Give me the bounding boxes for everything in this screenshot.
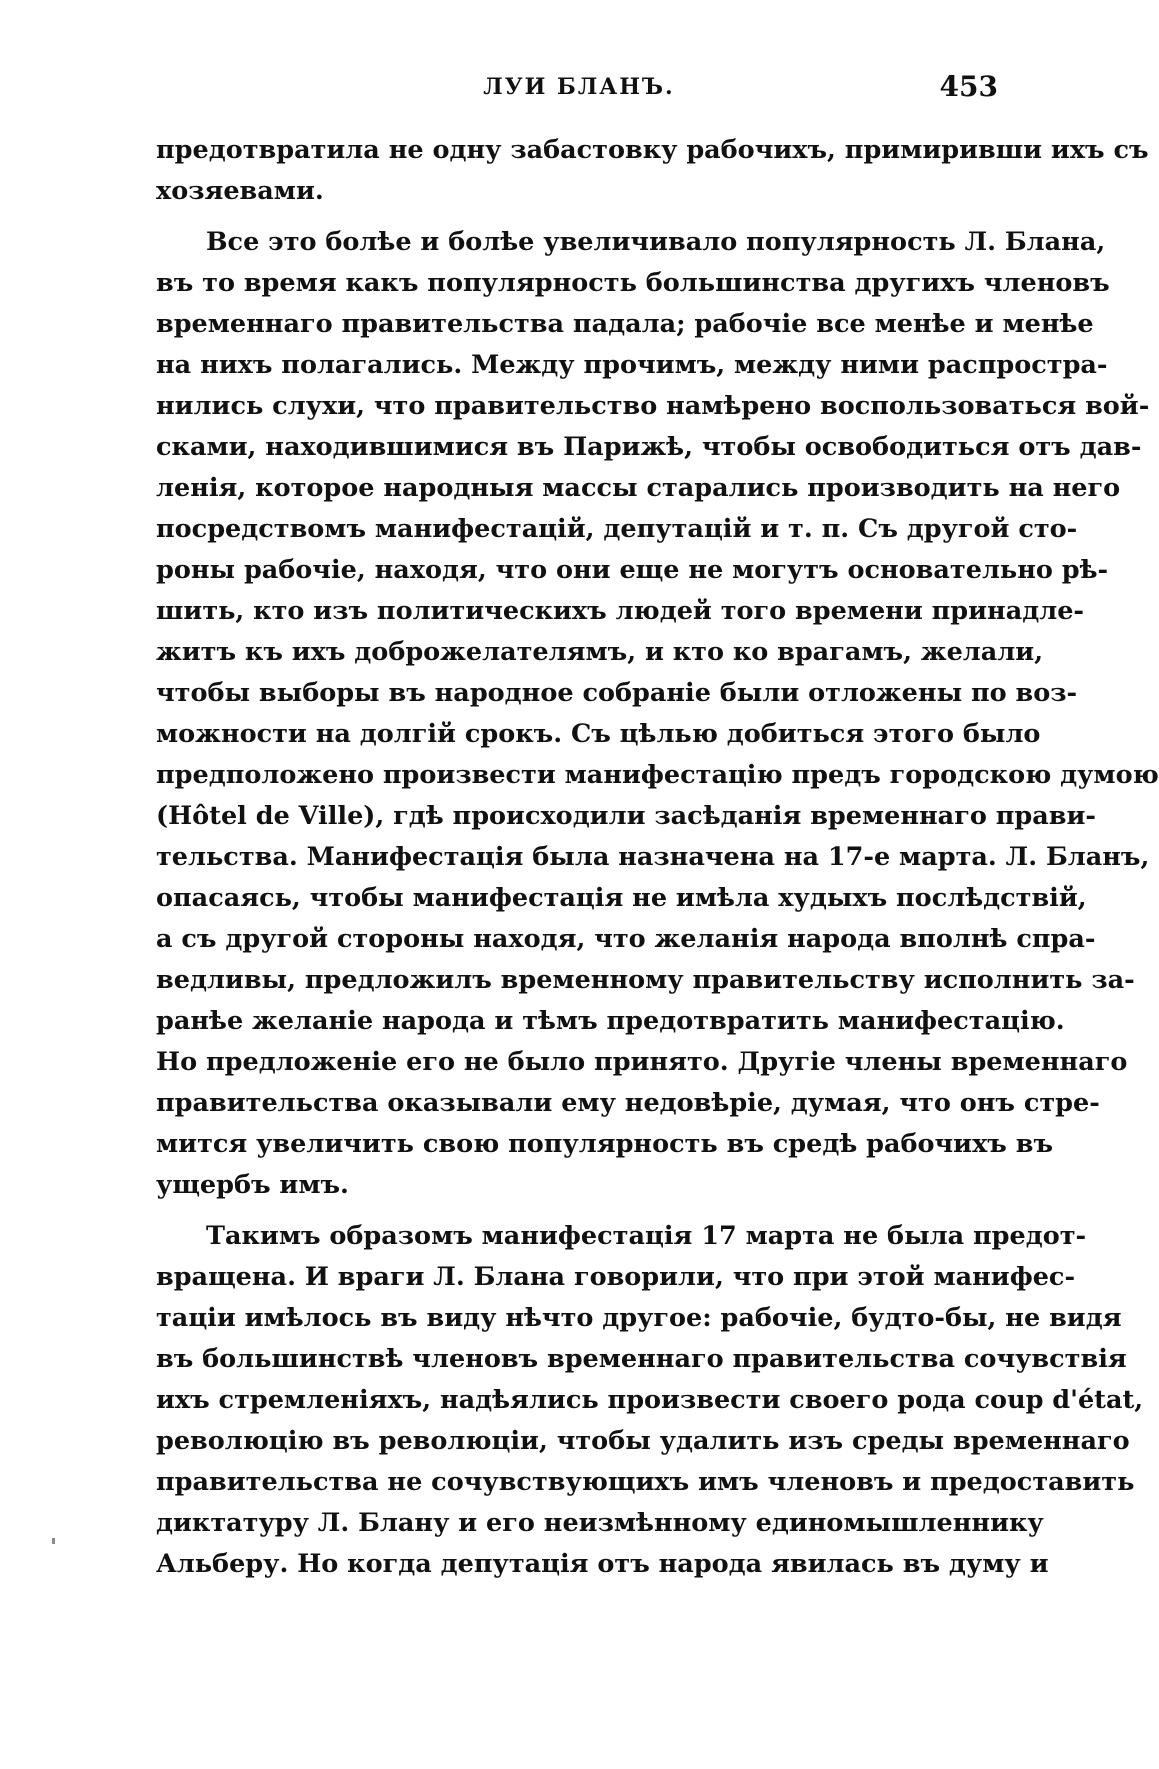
text-line: ущербъ имъ.: [156, 1170, 349, 1200]
text-line: чтобы выборы въ народное собраніе были отложены по воз-: [156, 678, 1078, 708]
text-line: а съ другой стороны находя, что желанія народа вполнѣ спра-: [156, 924, 1096, 954]
text-line: Все это болѣе и болѣе увеличивало популярность Л. Блана,: [206, 227, 1106, 257]
text-line: посредствомъ манифестацій, депутацій и т. п. Съ другой сто-: [156, 514, 1078, 544]
page-body: [156, 130, 1159, 1585]
text-line: нились слухи, что правительство намѣрено воспользоваться вой-: [156, 391, 1150, 421]
text-line: въ то время какъ популярность большинства другихъ членовъ: [156, 268, 1110, 298]
text-line: правительства оказывали ему недовѣріе, думая, что онъ стре-: [156, 1088, 1100, 1118]
text-line: ведливы, предложилъ временному правительству исполнить за-: [156, 965, 1135, 995]
text-line: Но предложеніе его не было принято. Другіе члены временнаго: [156, 1047, 1128, 1077]
text-line: шить, кто изъ политическихъ людей того времени принадле-: [156, 596, 1085, 626]
text-line: на нихъ полагались. Между прочимъ, между ними распростра-: [156, 350, 1108, 380]
text-line: можности на долгій срокъ. Съ цѣлью добиться этого было: [156, 719, 1041, 749]
text-line: диктатуру Л. Блану и его неизмѣнному единомышленнику: [156, 1508, 1044, 1538]
running-title: ЛУИ БЛАНЪ.: [483, 74, 675, 100]
text-line: Альберу. Но когда депутація отъ народа явилась въ думу и: [156, 1549, 1049, 1579]
text-line: ихъ стремленіяхъ, надѣялись произвести своего рода coup d'état,: [156, 1385, 1144, 1415]
text-line: въ большинствѣ членовъ временнаго правительства сочувствія: [156, 1344, 1127, 1374]
text-line: таціи имѣлось въ виду нѣчто другое: рабочіе, будто-бы, не видя: [156, 1303, 1122, 1333]
text-line: предотвратила не одну забастовку рабочихъ, примиривши ихъ съ: [156, 135, 1149, 165]
text-line: тельства. Манифестація была назначена на 17-е марта. Л. Бланъ,: [156, 842, 1150, 872]
running-header: [160, 70, 998, 118]
text-line: временнаго правительства падала; рабочіе все менѣе и менѣе: [156, 309, 1094, 339]
text-line: вращена. И враги Л. Блана говорили, что при этой манифес-: [156, 1262, 1076, 1292]
text-line: ранѣе желаніе народа и тѣмъ предотвратить манифестацію.: [156, 1006, 1065, 1036]
paragraph: [156, 222, 1159, 1206]
text-line: ленія, которое народныя массы старались производить на него: [156, 473, 1121, 503]
text-line: сками, находившимися въ Парижѣ, чтобы освободиться отъ дав-: [156, 432, 1142, 462]
text-line: житъ къ ихъ доброжелателямъ, и кто ко врагамъ, желали,: [156, 637, 1044, 667]
text-line: революцію въ революціи, чтобы удалить изъ среды временнаго: [156, 1426, 1130, 1456]
text-line: правительства не сочувствующихъ имъ членовъ и предоставить: [156, 1467, 1135, 1497]
paragraph: [156, 1216, 1144, 1585]
scan-speck: [52, 1538, 55, 1544]
text-line: (Hôtel de Ville), гдѣ происходили засѣданія временнаго прави-: [156, 801, 1096, 831]
page-number: 453: [939, 70, 998, 103]
text-line: опасаясь, чтобы манифестація не имѣла худыхъ послѣдствій,: [156, 883, 1087, 913]
paragraph: [156, 130, 1149, 212]
text-line: предположено произвести манифестацію предъ городскою думою: [156, 760, 1159, 790]
text-line: хозяевами.: [156, 176, 324, 206]
text-line: мится увеличить свою популярность въ средѣ рабочихъ въ: [156, 1129, 1054, 1159]
text-line: роны рабочіе, находя, что они еще не могутъ основательно рѣ-: [156, 555, 1109, 585]
text-line: Такимъ образомъ манифестація 17 марта не была предот-: [206, 1221, 1087, 1251]
